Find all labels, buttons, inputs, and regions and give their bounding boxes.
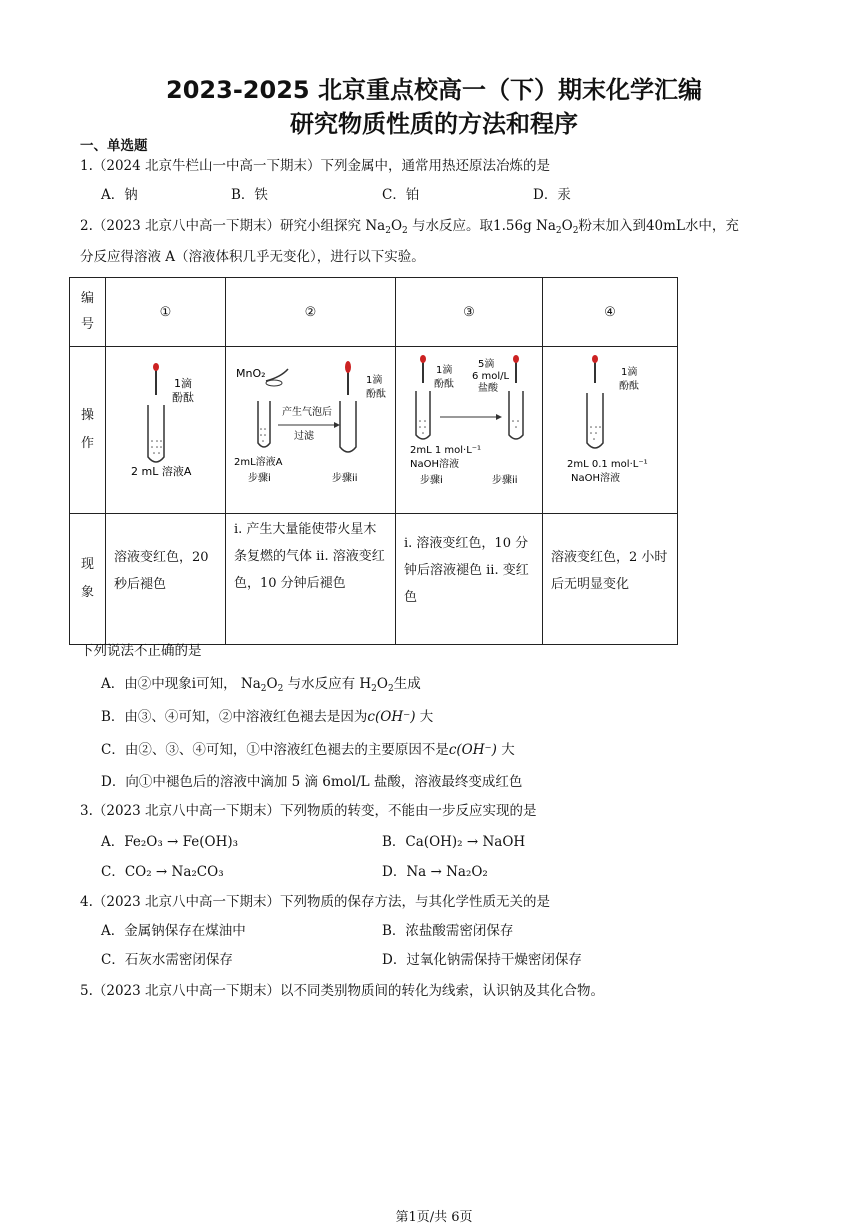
- exp2-arrow-label: 产生气泡后: [282, 407, 332, 418]
- q4-option-a: A．金属钠保存在煤油中: [101, 923, 246, 939]
- q2-subquestion: 下列说法不正确的是: [80, 643, 202, 659]
- q2-option-c-part2: 大: [501, 742, 515, 758]
- q2-option-a-part3: 生成: [393, 676, 421, 692]
- q4-option-c: C．石灰水需密闭保存: [101, 952, 233, 968]
- phenomenon-text-1: 溶液变红色，20 秒后褪色: [114, 550, 209, 592]
- q3-stem: 3.（2023 北京八中高一下期末）下列物质的转变，不能由一步反应实现的是: [80, 803, 537, 819]
- q1-option-b: B．铁: [231, 187, 268, 203]
- svg-text:NaOH溶液: NaOH溶液: [410, 459, 459, 470]
- q1-stem: 1.（2024 北京牛栏山一中高一下期末）下列金属中，通常用热还原法冶炼的是: [80, 158, 551, 174]
- exp3-step1-label: 步骤i: [420, 475, 443, 486]
- q3-option-b: B．Ca(OH)₂ → NaOH: [382, 834, 526, 850]
- q2-stem-part-b: 与水反应。取: [412, 218, 494, 234]
- q2-option-c: [101, 741, 515, 759]
- q2-stem-part-a: 2.（2023 北京八中高一下期末）研究小组探究: [80, 218, 362, 234]
- q4-option-d: D．过氧化钠需保持干燥密闭保存: [382, 952, 582, 968]
- exp3-step2-label: 步骤ii: [492, 475, 518, 486]
- q2-stem-part-d: 水中，充: [684, 218, 739, 234]
- svg-text:酚酞: 酚酞: [172, 391, 194, 404]
- phenomenon-label: 现象: [80, 557, 94, 600]
- q2-option-b-part2: 大: [419, 709, 434, 725]
- exp2-drop-label: 1滴: [366, 375, 383, 386]
- exp3-drop-label: 1滴: [436, 365, 453, 376]
- svg-text:酚酞: 酚酞: [366, 389, 386, 400]
- phenomenon-text-3: i. 溶液变红色，10 分钟后溶液褪色 ii. 变红色: [404, 536, 529, 605]
- exp3-tube-label: 2mL 1 mol·L⁻¹: [410, 445, 482, 456]
- operation-exp1: [106, 347, 226, 514]
- operation-exp4: [543, 347, 678, 514]
- q2-mass: 1.56g: [493, 218, 532, 234]
- exp2-step2-label: 步骤ii: [332, 473, 358, 484]
- na2o2-formula: $Na_2O_2$: [536, 218, 579, 236]
- phenomenon-exp1: [106, 514, 226, 645]
- q2-stem-line1: [80, 217, 739, 240]
- table-header-exp4: ④: [543, 278, 678, 347]
- q3-option-a: A．Fe₂O₃ → Fe(OH)₃: [101, 834, 239, 850]
- exp2-tube-label: 2mL溶液A: [234, 457, 283, 468]
- exp4-apparatus-diagram: [543, 347, 677, 509]
- exp1-apparatus-diagram: [106, 347, 225, 509]
- q5-stem: 5.（2023 北京八中高一下期末）以不同类别物质间的转化为线索，认识钠及其化合物。: [80, 983, 605, 999]
- phenomenon-text-2: i. 产生大量能使带火星木条复燃的气体 ii. 溶液变红色，10 分钟后褪色: [234, 522, 385, 591]
- exp2-apparatus-diagram: [226, 347, 395, 509]
- operation-exp2: [226, 347, 396, 514]
- exp4-drop-label: 1滴: [621, 367, 638, 378]
- q4-stem: 4.（2023 北京八中高一下期末）下列物质的保存方法，与其化学性质无关的是: [80, 894, 551, 910]
- q2-volume: 40mL: [645, 218, 685, 234]
- exp1-drop-label: 1滴: [174, 377, 192, 390]
- svg-text:NaOH溶液: NaOH溶液: [571, 473, 620, 484]
- phenomenon-exp2: [226, 514, 396, 645]
- exp3-acid-label: 5滴: [478, 359, 495, 370]
- table-header-number: [70, 278, 106, 347]
- na2o2-formula: $Na_2O_2$: [240, 676, 284, 694]
- q2-stem-part-c: 粉末加入到: [578, 218, 646, 234]
- q2-option-a-part1: A．由②中现象i可知，: [101, 676, 237, 692]
- q2-stem-line2: 分反应得溶液 A（溶液体积几乎无变化），进行以下实验。: [80, 249, 425, 265]
- document-title-line1: 2023-2025 北京重点校高一（下）期末化学汇编: [166, 76, 702, 104]
- page-footer: 第1页/共 6页: [395, 1210, 473, 1225]
- phenomenon-exp3: [396, 514, 543, 645]
- svg-text:6 mol/L: 6 mol/L: [472, 371, 510, 382]
- row-label-operation: [70, 347, 106, 514]
- phenomenon-exp4: [543, 514, 678, 645]
- h2o2-formula: $H_2O_2$: [359, 676, 394, 694]
- na2o2-formula: $Na_2O_2$: [365, 218, 408, 236]
- experiment-table: [69, 277, 678, 645]
- exp3-apparatus-diagram: [396, 347, 542, 509]
- exp4-tube-label: 2mL 0.1 mol·L⁻¹: [567, 459, 648, 470]
- document-title-line2: 研究物质性质的方法和程序: [290, 110, 578, 138]
- q1-option-c: C．铂: [382, 187, 420, 203]
- q3-option-c: C．CO₂ → Na₂CO₃: [101, 864, 224, 880]
- q1-option-d: D．汞: [533, 187, 571, 203]
- operation-label: 操作: [80, 408, 94, 451]
- operation-exp3: [396, 347, 543, 514]
- c-oh-expression: c(OH⁻): [367, 709, 416, 725]
- number-label: 编号: [80, 291, 94, 332]
- table-header-exp3: ③: [396, 278, 543, 347]
- row-label-phenomenon: [70, 514, 106, 645]
- exp1-tube-label: 2 mL 溶液A: [131, 465, 192, 478]
- liquid-dots: [151, 440, 162, 454]
- phenomenon-text-4: 溶液变红色，2 小时后无明显变化: [551, 550, 668, 592]
- exp2-step1-label: 步骤i: [248, 473, 271, 484]
- table-header-exp1: ①: [106, 278, 226, 347]
- q3-option-d: D．Na → Na₂O₂: [382, 864, 488, 880]
- q2-option-a: [101, 675, 421, 698]
- q2-option-c-part1: C．由②、③、④可知，①中溶液红色褪去的主要原因不是: [101, 742, 449, 758]
- svg-text:过滤: 过滤: [294, 431, 314, 442]
- svg-text:酚酞: 酚酞: [434, 379, 454, 390]
- svg-text:盐酸: 盐酸: [478, 383, 498, 394]
- q2-option-b: [101, 708, 433, 726]
- svg-text:酚酞: 酚酞: [619, 381, 639, 392]
- q2-option-b-part1: B．由③、④可知，②中溶液红色褪去是因为: [101, 709, 368, 725]
- q4-option-b: B．浓盐酸需密闭保存: [382, 923, 514, 939]
- q2-option-d: D．向①中褪色后的溶液中滴加 5 滴 6mol/L 盐酸，溶液最终变成红色: [101, 774, 523, 790]
- section-heading: 一、单选题: [80, 138, 148, 154]
- c-oh-expression: c(OH⁻): [448, 742, 497, 758]
- q2-option-a-part2: 与水反应有: [287, 676, 356, 692]
- q1-option-a: A．钠: [101, 187, 138, 203]
- table-header-exp2: ②: [226, 278, 396, 347]
- exp2-mno2-label: MnO₂: [236, 367, 266, 380]
